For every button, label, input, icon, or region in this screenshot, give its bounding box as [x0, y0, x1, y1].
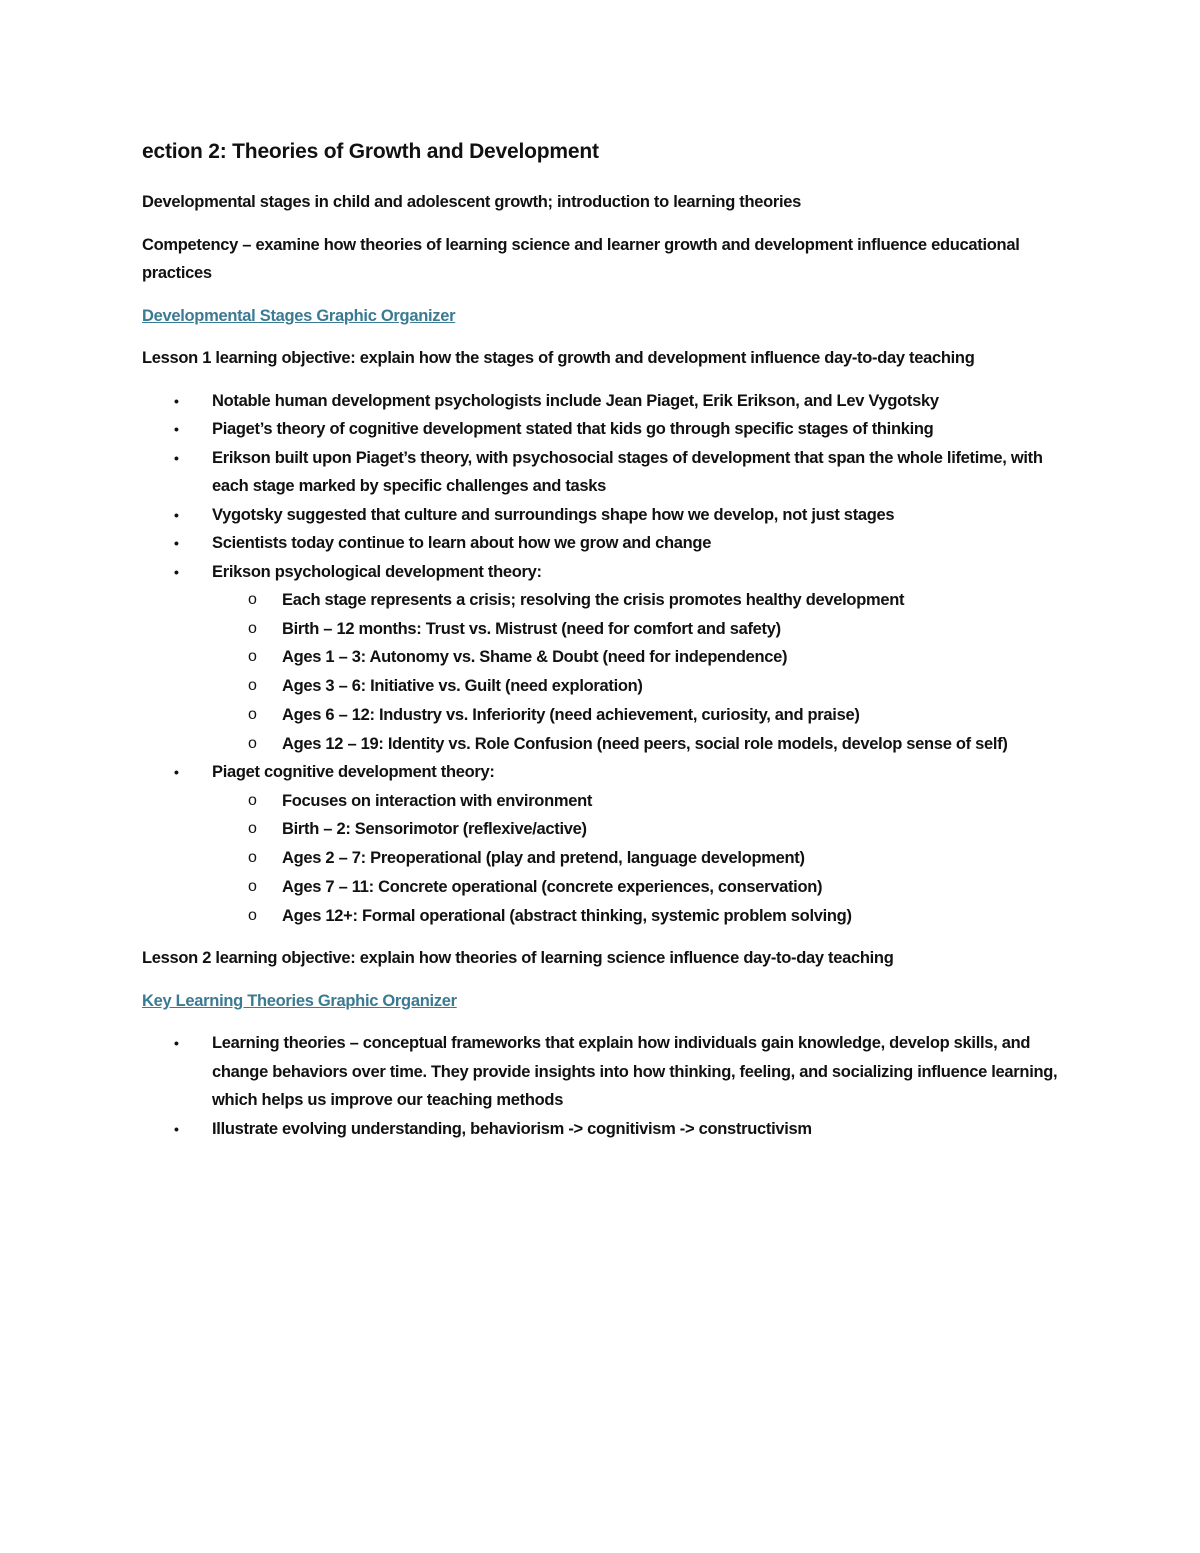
list-item [142, 415, 1072, 444]
list-item [142, 501, 1072, 530]
sub-list-item [212, 586, 1072, 615]
bullet-icon: • [174, 563, 179, 580]
bullet-icon: • [174, 1035, 179, 1052]
circle-bullet-icon: o [248, 705, 257, 723]
bullet-icon: • [174, 535, 179, 551]
list-item [142, 529, 1072, 558]
sub-list-item-text: Each stage represents a crisis; resolving the crisis promotes healthy development [282, 591, 905, 609]
circle-bullet-icon: o [248, 619, 257, 637]
sub-list-item-text: Focuses on interaction with environment [282, 791, 593, 810]
document-page [142, 140, 1072, 1157]
list-item-text: Piaget’s theory of cognitive development stated that kids go through specific stages of thinking [212, 420, 934, 438]
sub-list-item-text: Ages 2 – 7: Preoperational (play and pretend, language development) [282, 849, 805, 868]
competency-statement: Competency – examine how theories of learning science and learner growth and development influence educational practices [142, 235, 1020, 282]
sub-list-item-text: Birth – 2: Sensorimotor (reflexive/active) [282, 820, 587, 839]
sub-list-item [212, 730, 1072, 759]
circle-bullet-icon: o [248, 820, 257, 838]
erikson-sub-list [212, 586, 1072, 758]
sub-list-item [212, 643, 1072, 672]
sub-list-item [212, 701, 1072, 730]
list-item [142, 444, 1072, 501]
circle-bullet-icon: o [248, 648, 257, 666]
list-item-text: Piaget cognitive development theory: [212, 763, 495, 782]
circle-bullet-icon: o [248, 877, 257, 895]
list-item [142, 387, 1072, 416]
circle-bullet-icon: o [248, 677, 257, 695]
list-item-text: Notable human development psychologists include Jean Piaget, Erik Erikson, and Lev Vygotsky [212, 391, 939, 410]
piaget-sub-list [212, 787, 1072, 931]
section-title: ection 2: Theories of Growth and Development [142, 140, 599, 163]
circle-bullet-icon: o [248, 734, 257, 752]
bullet-icon: • [174, 449, 179, 466]
sub-list-item [212, 815, 1072, 844]
circle-bullet-icon: o [248, 906, 257, 924]
sub-list-item [212, 672, 1072, 701]
list-item-erikson [142, 558, 1072, 759]
circle-bullet-icon: o [248, 791, 257, 809]
lesson2-bullet-list [142, 1029, 1072, 1143]
bullet-icon: • [174, 421, 179, 437]
link-row-2 [142, 987, 1072, 1030]
section-subtitle: Developmental stages in child and adolescent growth; introduction to learning theories [142, 193, 802, 211]
bullet-icon: • [174, 1120, 179, 1137]
list-item-text: Illustrate evolving understanding, behaviorism -> cognitivism -> constructivism [212, 1119, 812, 1138]
sub-list-item [212, 787, 1072, 816]
sub-list-item-text: Ages 3 – 6: Initiative vs. Guilt (need exploration) [282, 677, 643, 696]
link-row-1 [142, 302, 1072, 345]
developmental-stages-organizer-link[interactable]: Developmental Stages Graphic Organizer [142, 306, 456, 325]
lesson1-objective: Lesson 1 learning objective: explain how the stages of growth and development influence day-to-day teaching [142, 349, 975, 367]
sub-list-item [212, 873, 1072, 902]
sub-list-item-text: Ages 7 – 11: Concrete operational (concrete experiences, conservation) [282, 877, 823, 896]
bullet-icon: • [174, 392, 179, 409]
sub-list-item [212, 902, 1072, 931]
list-item [142, 1115, 1072, 1144]
sub-list-item-text: Ages 1 – 3: Autonomy vs. Shame & Doubt (need for independence) [282, 648, 788, 667]
sub-list-item [212, 844, 1072, 873]
sub-list-item-text: Ages 12 – 19: Identity vs. Role Confusion (need peers, social role models, develop sense of self) [282, 734, 1008, 753]
bullet-icon: • [174, 506, 179, 523]
sub-list-item-text: Birth – 12 months: Trust vs. Mistrust (need for comfort and safety) [282, 619, 781, 638]
list-item-piaget [142, 758, 1072, 930]
circle-bullet-icon: o [248, 591, 257, 608]
key-learning-theories-organizer-link[interactable]: Key Learning Theories Graphic Organizer [142, 991, 457, 1010]
list-item [142, 1029, 1072, 1115]
bullet-icon: • [174, 764, 179, 781]
list-item-text: Learning theories – conceptual frameworks that explain how individuals gain knowledge, develop skills, and change behaviors over time. They provide insights into how thinking, feeling, and socializing influence learning, which helps us improve our teaching methods [212, 1034, 1058, 1110]
list-item-text: Erikson psychological development theory: [212, 562, 542, 581]
circle-bullet-icon: o [248, 849, 257, 867]
lesson1-bullet-list [142, 387, 1072, 931]
list-item-text: Scientists today continue to learn about how we grow and change [212, 534, 712, 552]
sub-list-item-text: Ages 12+: Formal operational (abstract thinking, systemic problem solving) [282, 906, 852, 925]
sub-list-item [212, 615, 1072, 644]
lesson2-objective: Lesson 2 learning objective: explain how theories of learning science influence day-to-day teaching [142, 949, 894, 968]
list-item-text: Erikson built upon Piaget’s theory, with psychosocial stages of development that span the whole lifetime, with each stage marked by specific challenges and tasks [212, 448, 1043, 495]
list-item-text: Vygotsky suggested that culture and surroundings shape how we develop, not just stages [212, 505, 895, 524]
sub-list-item-text: Ages 6 – 12: Industry vs. Inferiority (need achievement, curiosity, and praise) [282, 705, 860, 724]
